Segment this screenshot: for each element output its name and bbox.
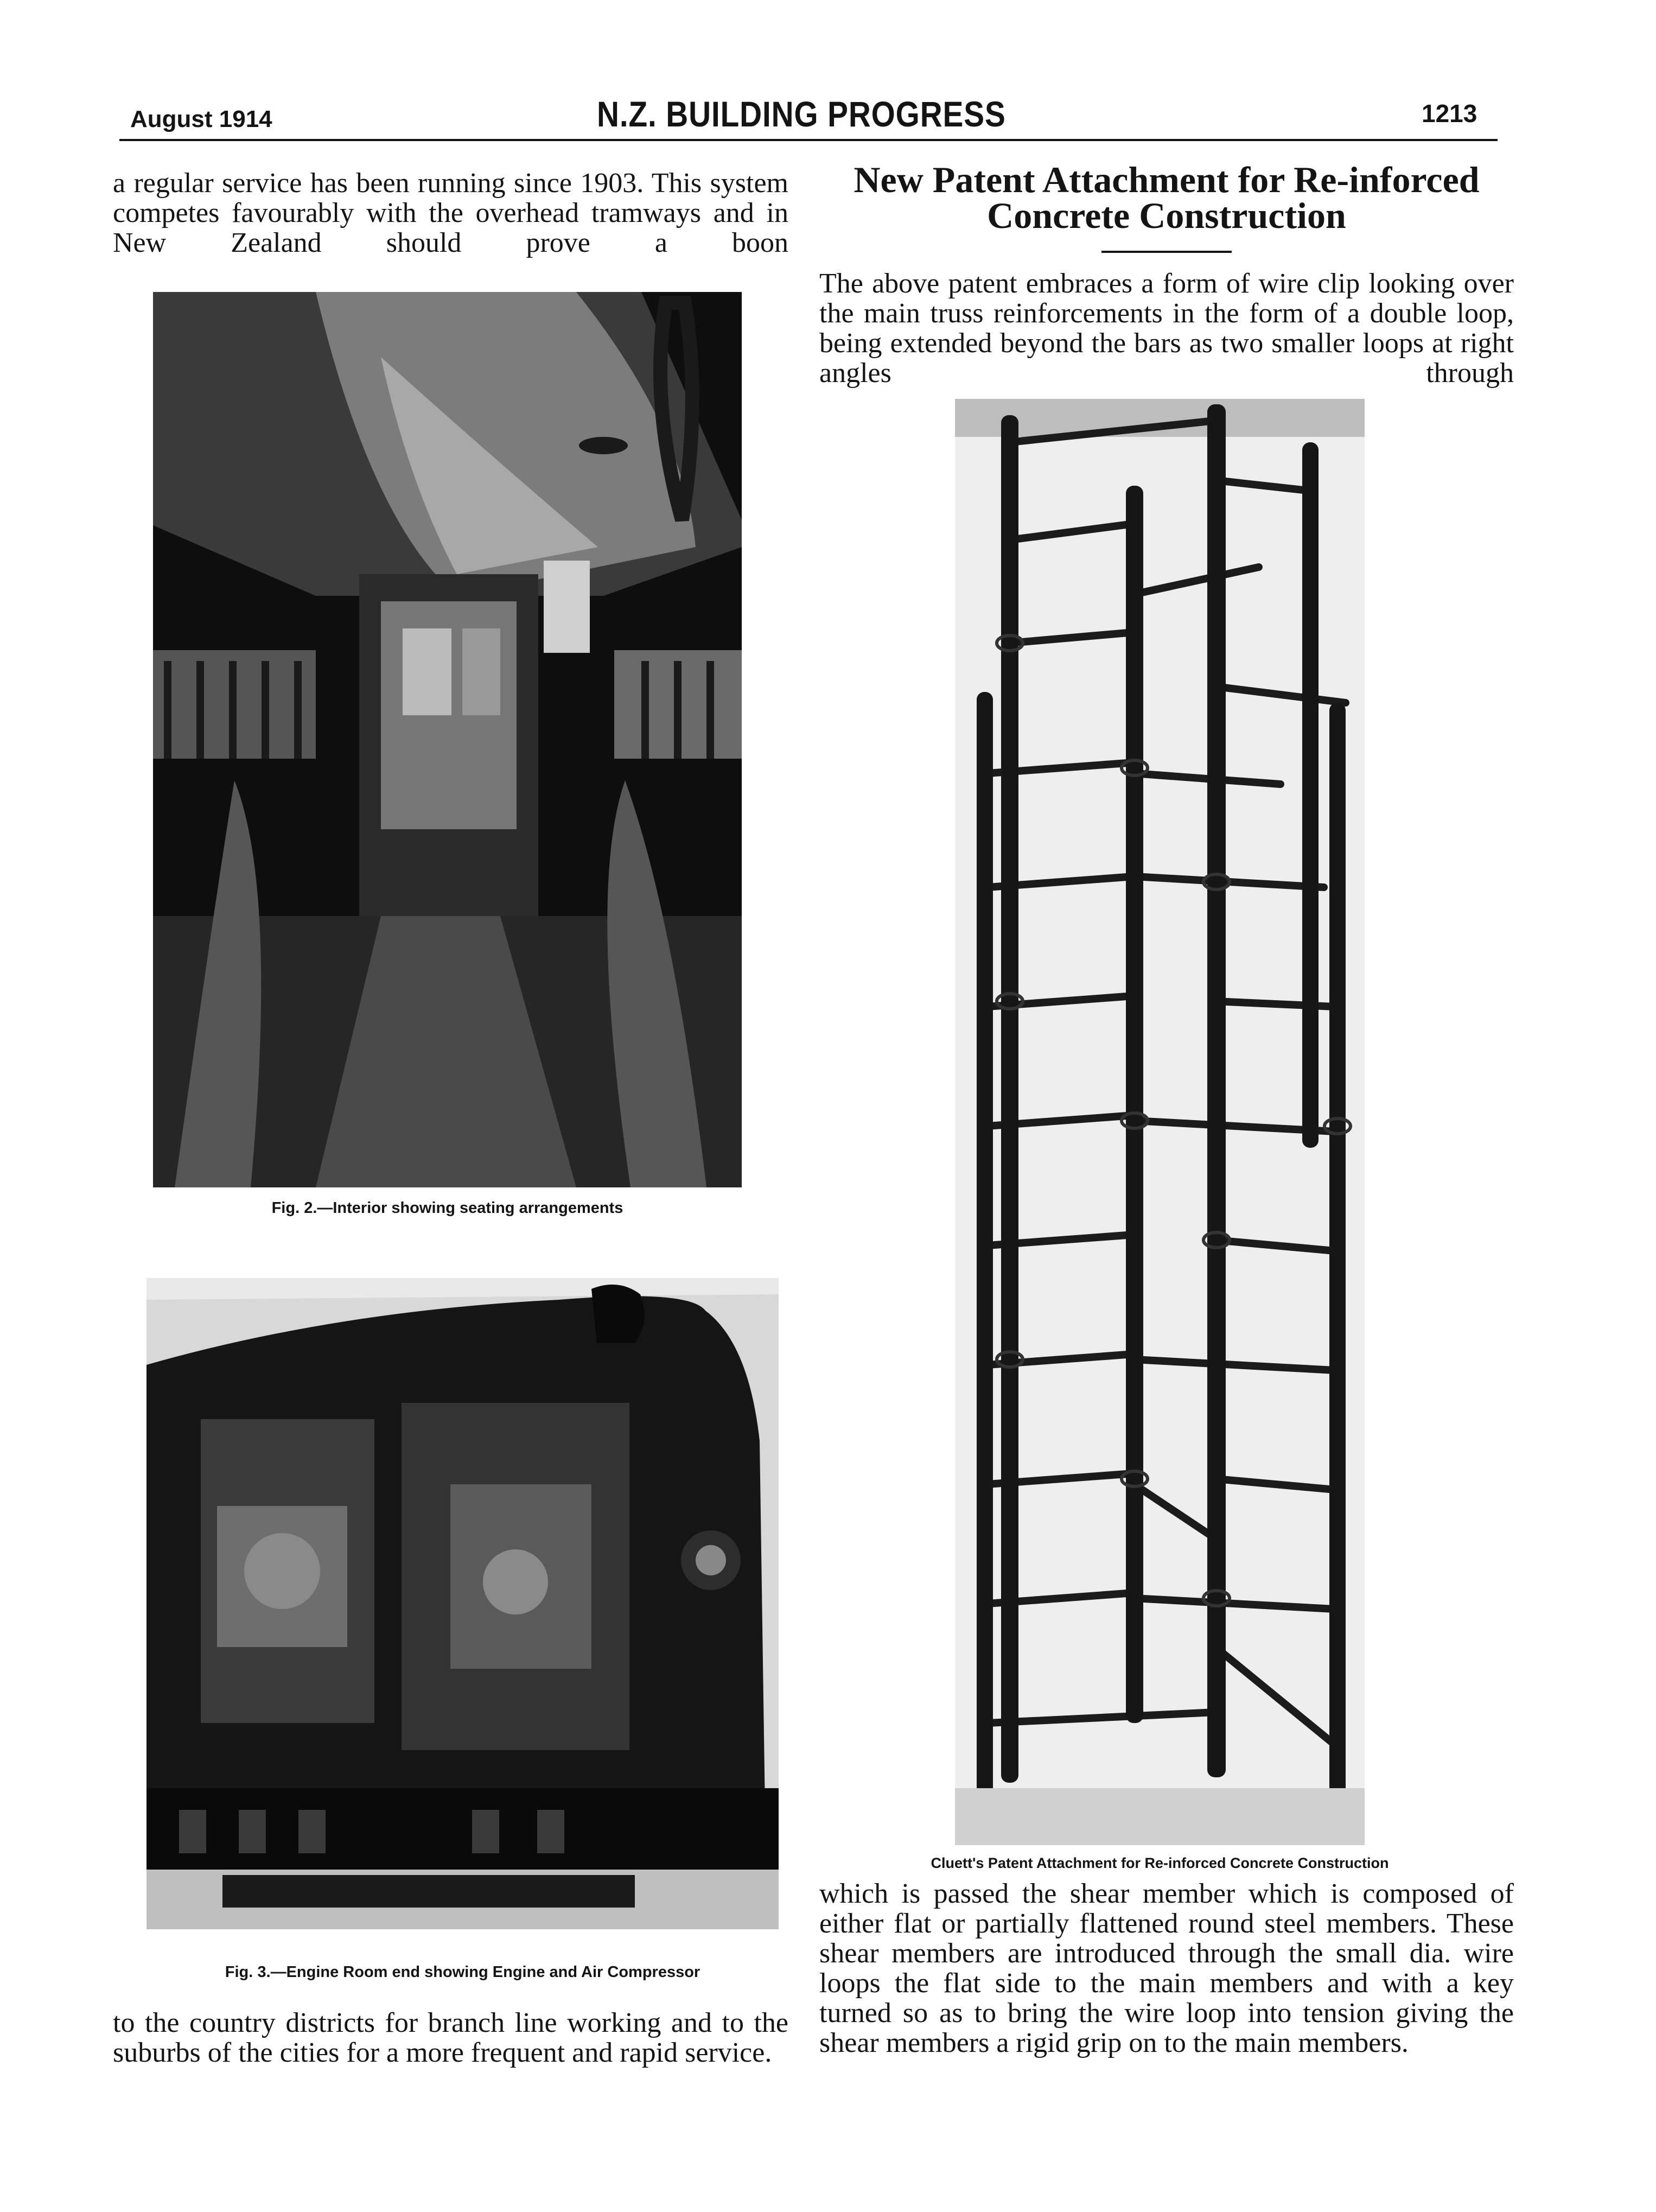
page-number: 1213 [1422, 99, 1477, 128]
figure-2-photo [153, 292, 742, 1187]
reinforcement-cage-photo [955, 399, 1365, 1845]
left-bottom-paragraph: to the country districts for branch line working and to the suburbs of the cities for a more frequent and rapid service. [113, 2007, 788, 2068]
engine-room-image [147, 1278, 779, 1929]
article-intro-paragraph: The above patent embraces a form of wire clip looking over the main truss reinforcements in the form of a double loop, being extended beyond the bars as two smaller loops at right angles through [819, 268, 1514, 389]
left-top-paragraph: a regular service has been running since 1903. This system competes favourably with the overhead tramways and in New Zealand should prove a boon [113, 168, 788, 258]
figure-2-caption: Fig. 2.—Interior showing seating arrangements [271, 1199, 623, 1217]
title-rule [1101, 251, 1232, 253]
publication-title: N.Z. BUILDING PROGRESS [597, 94, 1006, 134]
issue-date: August 1914 [130, 106, 272, 132]
article-continued-paragraph: which is passed the shear member which is composed of either flat or partially flattened round steel members. These shear members are introduced through the small dia. wire loops the flat side to the main members and with a key turned so as to bring the wire loop into tension giving the shear members a rigid grip on to the main members. [819, 1878, 1514, 2058]
figure-3-photo [147, 1278, 779, 1929]
tram-interior-image [153, 292, 742, 1187]
cage-figure-caption: Cluett's Patent Attachment for Re-inforced Concrete Construction [931, 1855, 1389, 1871]
header-rule [119, 139, 1498, 141]
reinforcement-cage-image [955, 399, 1365, 1845]
figure-3-caption: Fig. 3.—Engine Room end showing Engine and Air Compressor [225, 1963, 700, 1981]
article-title: New Patent Attachment for Re-inforced Concrete Construction [854, 159, 1480, 236]
